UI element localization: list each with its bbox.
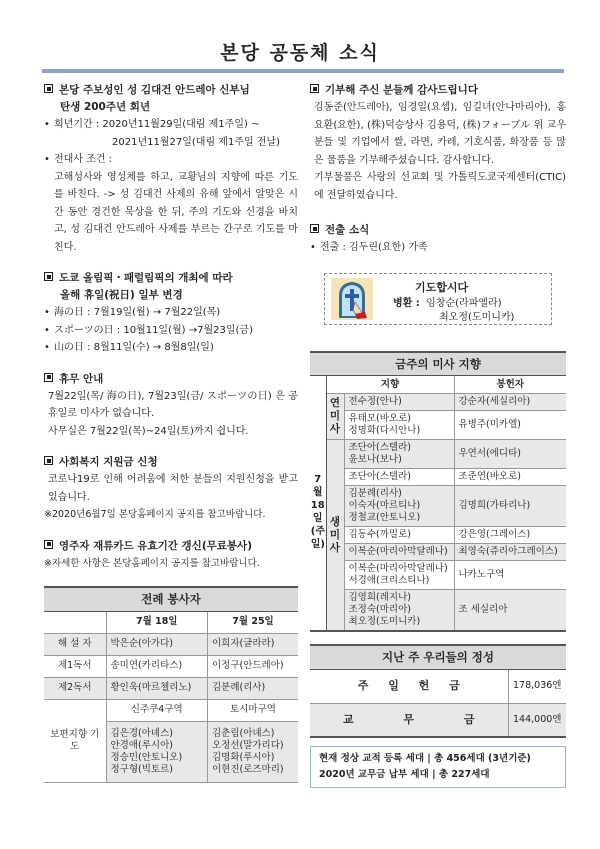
- mass-date-cell: [310, 394, 326, 632]
- intention: 김영희(레지나) 조정숙(마리아) 최오정(도미니카): [344, 590, 454, 632]
- church-window-praying-hands-icon: [331, 278, 373, 320]
- intention-row: [310, 527, 566, 544]
- role: 해 설 자: [44, 633, 106, 655]
- offering-amount: 178,036엔: [508, 669, 566, 703]
- square-bullet-icon: [310, 224, 319, 233]
- info-line: 2020년 교무금 납부 세대 | 총 227세대: [319, 769, 490, 780]
- section-heading: 영주자 재류카드 유효기간 갱신(무료봉사): [44, 538, 298, 555]
- donation-text: 기부물품은 사랑의 선교회 및 가톨릭도쿄국제센터(CTIC)에 전달하였습니다.: [314, 172, 566, 201]
- mass-type: 생미사: [329, 515, 341, 554]
- info-line: 현재 정상 교적 등록 세대 | 총 456세대 (3년기준): [319, 753, 531, 764]
- intention-row: [310, 486, 566, 527]
- offerer: 유병주(미카엘): [454, 411, 566, 440]
- liturgy-servers-table: [44, 586, 298, 783]
- square-bullet-icon: [310, 84, 319, 93]
- intention: 유태모(바오로) 정명화(다시안나): [344, 411, 454, 440]
- intention: 이복순(마리아막달레나): [344, 544, 454, 561]
- page-title: 본당 공동체 소식: [220, 42, 380, 64]
- moveout-item: • 전출 : 김두린(요한) 가족: [310, 239, 566, 257]
- server: 송미연(카리타스): [106, 655, 207, 677]
- district: 토시마구역: [207, 699, 298, 721]
- mass-intentions-table: [310, 351, 566, 633]
- square-bullet-icon: [44, 84, 53, 93]
- intention: 조단아(스텔라) 윤보나(보나): [344, 440, 454, 469]
- column-header: 봉헌자: [454, 376, 566, 394]
- welfare-text: 코로나19로 인해 어려움에 처한 분들의 지원신청을 받고 있습니다.: [48, 474, 298, 503]
- offerer: 조준연(바오로): [454, 469, 566, 486]
- closure-text: 사무실은 7월22일(목)~24일(토)까지 쉽니다.: [48, 425, 249, 437]
- mass-type: 연미사: [329, 397, 341, 435]
- date-header: 7월 25일: [207, 611, 298, 633]
- offerer: 나카노구역: [454, 561, 566, 590]
- offerer: 조 세실리아: [454, 590, 566, 632]
- square-bullet-icon: [44, 373, 53, 382]
- role: 보편지향 기 도: [44, 699, 106, 782]
- server: 이희자(글라라): [207, 633, 298, 655]
- section-heading: 도쿄 올림픽・패럴림픽의 개최에 따라 올해 휴일(祝日) 일부 변경: [44, 270, 298, 304]
- district: 신주쿠4구역: [106, 699, 207, 721]
- offering-label: 주 일 헌 금: [310, 669, 508, 703]
- prayer-title: 기도합시다: [415, 280, 469, 294]
- section-heading: 사회복지 지원금 신청: [44, 454, 298, 471]
- intention-row: [310, 411, 566, 440]
- mass-type-cell: [326, 394, 344, 440]
- offerer: 우연서(에디타): [454, 440, 566, 469]
- holiday-item: • 山の日 : 8월11일(수) → 8월8일(일): [44, 339, 298, 357]
- jubilee-period-end: 2021년11월27일(대림 제1주일 전날): [112, 136, 281, 148]
- section-heading: 전출 소식: [310, 222, 566, 239]
- intention-row: [310, 440, 566, 469]
- indulgence-label: • 전대사 조건 :: [44, 151, 298, 169]
- offerer: 강은영(그레이스): [454, 527, 566, 544]
- column-header: 지향: [326, 376, 454, 394]
- intention: 조단아(스텔라): [344, 469, 454, 486]
- mass-date: 7월18일(주일): [310, 473, 325, 550]
- intention-row: [310, 469, 566, 486]
- left-column: [44, 82, 298, 783]
- intention-row: [310, 561, 566, 590]
- prayer-line: 병환 : 임창순(라파엘라): [393, 297, 502, 309]
- jubilee-period: • 희년기간 : 2020년11월29일(대림 제1주일) ~: [44, 116, 298, 134]
- role: 제1독서: [44, 655, 106, 677]
- intention-row: [310, 394, 566, 411]
- closure-text: 7월22일(목/ 海の日), 7월23일(금/ スポーツの日) 은 공휴일로 미사가 없습니다.: [48, 390, 298, 419]
- holiday-item: • 海の日 : 7월19일(월) → 7월22일(목): [44, 304, 298, 322]
- table-title: 지난 주 우리들의 정성: [310, 645, 566, 669]
- server: 박은순(아가다): [106, 633, 207, 655]
- server: 황인욱(마르첼리노): [106, 677, 207, 699]
- welfare-note: ※2020년6월7일 본당홈페이지 공지를 참고바랍니다.: [44, 509, 266, 520]
- date-header: 7월 18일: [106, 611, 207, 633]
- offering-label: 교 무 금: [310, 703, 508, 737]
- indulgence-text: 고해성사와 영성체를 하고, 교황님의 지향에 따른 기도를 바친다. -> 성 김대건 사제의 유해 앞에서 알맞은 시간 동안 경건한 묵상을 한 뒤, 주의 기도와 신경을 바치고, 성 김대건 안드레아 사제를 부르는 간구로 기도를 마친다.: [54, 171, 298, 253]
- holiday-item: • スポーツの日 : 10월11일(월) →7월23일(금): [44, 322, 298, 340]
- offerer: 김명희(가타리나): [454, 486, 566, 527]
- prayer-servers: 김춘림(아녜스) 오정선(말가리다) 김명화(루시아) 이현진(로즈마리): [207, 721, 298, 782]
- offering-amount: 144,000엔: [508, 703, 566, 737]
- prayer-box: [324, 273, 552, 325]
- right-column: [310, 82, 566, 788]
- section-heading: 휴무 안내: [44, 371, 298, 388]
- donation-text: 김동준(안드레아), 임경일(요셉), 임길녀(안나마리아), 홍요환(요한), (株)덕승상사 김용덕, (株)フォーブル 위 교우 분들 및 기업에서 쌀, 라면, 카레, 기호식품, 화장품 등 많은 물품을 기부해주셨습니다. 감사합니다.: [314, 102, 566, 166]
- intention: 김동수(까밀로): [344, 527, 454, 544]
- mass-type-cell: [326, 440, 344, 632]
- section-heading: 기부해 주신 분들께 감사드립니다: [310, 82, 566, 99]
- server: 김분례(리사): [207, 677, 298, 699]
- square-bullet-icon: [44, 456, 53, 465]
- prayer-name: 최오정(도미니카): [439, 311, 515, 323]
- offerer: 강순자(세실리아): [454, 394, 566, 411]
- prayer-servers: 김은경(아녜스) 안경애(루시아) 정승민(안토니오) 정구형(빅토르): [106, 721, 207, 782]
- registration-info: [310, 746, 566, 788]
- table-title: 금주의 미사 지향: [310, 352, 566, 376]
- square-bullet-icon: [44, 272, 53, 281]
- offerer: 최영숙(쥬리아그레이스): [454, 544, 566, 561]
- offering-table: [310, 644, 566, 738]
- intention-row: [310, 544, 566, 561]
- intention: 이복순(마리아막달레나) 서경애(크리스티나): [344, 561, 454, 590]
- intention: 전수정(안나): [344, 394, 454, 411]
- square-bullet-icon: [44, 540, 53, 549]
- residence-note: ※자세한 사항은 본당홈페이지 공지를 참고바랍니다.: [44, 557, 260, 569]
- role: 제2독서: [44, 677, 106, 699]
- server: 이정구(안드레아): [207, 655, 298, 677]
- intention: 김분례(리사) 이숙자(마르티나) 정철교(안토니오): [344, 486, 454, 527]
- section-heading: 본당 주보성인 성 김대건 안드레아 신부님 탄생 200주년 회년: [44, 82, 298, 116]
- intention-row: [310, 590, 566, 632]
- title-divider: [42, 69, 564, 73]
- table-title: 전례 봉사자: [44, 587, 298, 611]
